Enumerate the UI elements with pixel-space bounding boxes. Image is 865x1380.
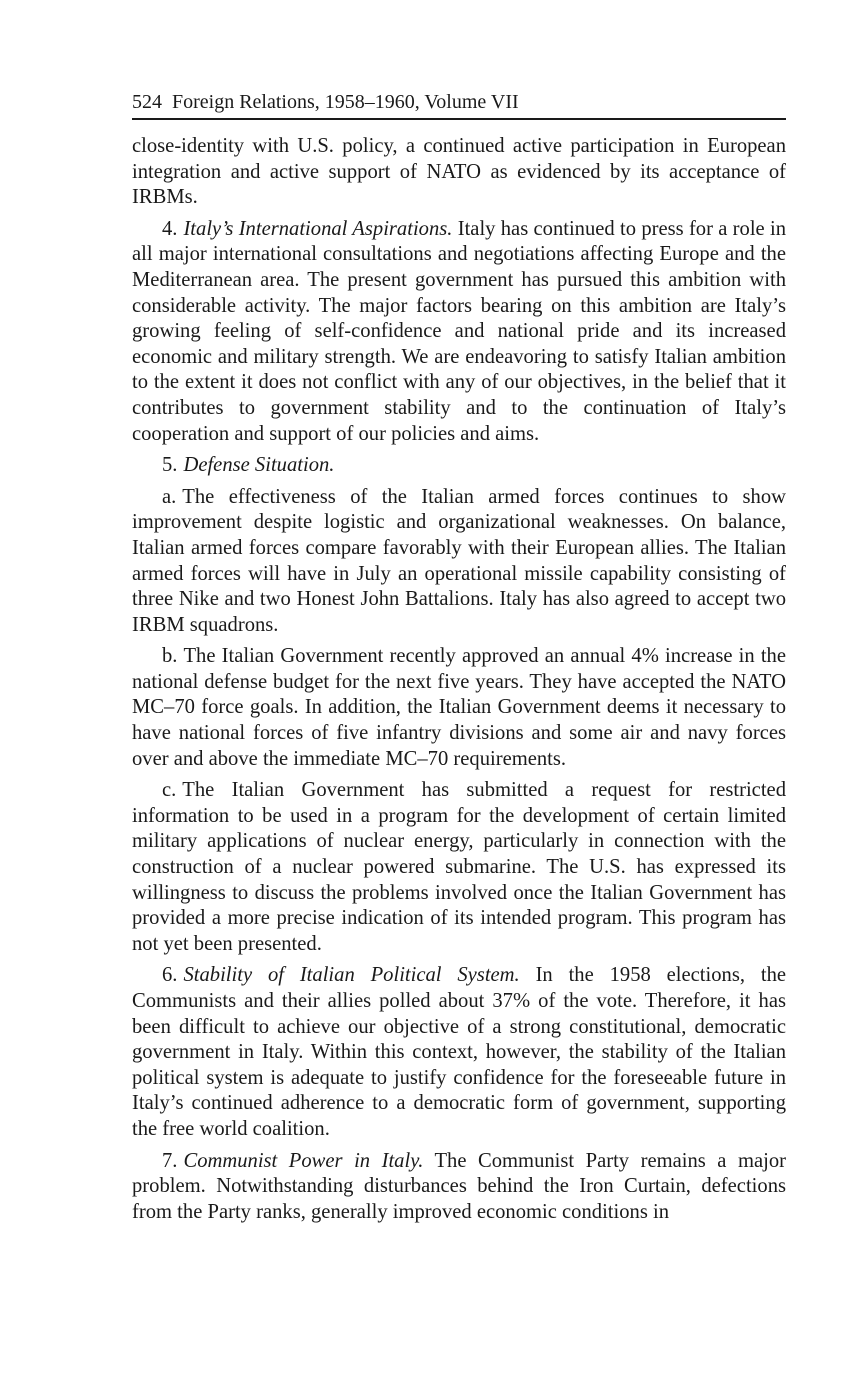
paragraph-heading: Communist Power in Italy.: [183, 1149, 424, 1172]
body-text: [132, 134, 786, 1225]
paragraph-5a: [132, 485, 786, 639]
paragraph-continuation: [132, 134, 786, 211]
paragraph-text: The Italian Government recently approved an annual 4% increase in the national defense budget for the next five years. They have accepted the NATO MC–70 force goals. In addition, the Italian Government deems it necessary to have national forces of five infantry divisions and some air and navy forces over and above the immediate MC–70 requirements.: [132, 645, 786, 770]
paragraph-number: 5.: [162, 454, 178, 477]
paragraph-text: The Communist Party remains a major problem. Notwithstanding disturbances behind the Iron Curtain, defections from the Party ranks, generally improved economic conditions in: [132, 1149, 786, 1223]
paragraph-4: [132, 217, 786, 447]
paragraph-number: c.: [162, 779, 177, 802]
paragraph-5c: [132, 778, 786, 957]
paragraph-7: [132, 1149, 786, 1226]
paragraph-heading: Stability of Italian Political System.: [183, 964, 520, 987]
paragraph-5b: [132, 644, 786, 772]
page-number: 524: [132, 91, 162, 113]
paragraph-text: The Italian Government has submitted a request for restricted information to be used in a program for the development of certain limited military applications of nuclear energy, particularly in connection with the construction of a nuclear powered submarine. The U.S. has expressed its willingness to discuss the problems involved once the Italian Government has provided a more precise indication of its intended program. This program has not yet been presented.: [132, 779, 786, 955]
paragraph-number: b.: [162, 645, 178, 668]
paragraph-text: close-identity with U.S. policy, a continued active participation in European integration and active support of NATO as evidenced by its acceptance of IRBMs.: [132, 135, 786, 209]
paragraph-number: 4.: [162, 217, 178, 240]
document-page: [132, 88, 786, 1231]
paragraph-text: Italy has continued to press for a role in all major international consultations and negotiations affecting Europe and the Mediterranean area. The present government has pursued this ambition with considerable activity. The major factors bearing on this ambition are Italy’s growing feeling of self-confidence and national pride and its increased economic and military strength. We are endeavoring to satisfy Italian ambition to the extent it does not conflict with any of our objectives, in the belief that it contributes to government stability and to the continuation of Italy’s cooperation and support of our policies and aims.: [132, 217, 787, 445]
paragraph-5: [132, 453, 786, 479]
paragraph-text: In the 1958 elections, the Communists and their allies polled about 37% of the vote. Therefore, it has been difficult to achieve our objective of a strong constitutional, democratic government in Italy. Within this context, however, the stability of the Italian political system is adequate to justify confidence for the foreseeable future in Italy’s continued adherence to a democratic form of government, supporting the free world coalition.: [132, 964, 787, 1140]
paragraph-number: 7.: [162, 1149, 178, 1172]
volume-title: Foreign Relations, 1958–1960, Volume VII: [172, 91, 519, 113]
paragraph-heading: Italy’s International Aspirations.: [183, 217, 453, 240]
paragraph-heading: Defense Situation.: [183, 454, 335, 477]
paragraph-number: 6.: [162, 964, 178, 987]
paragraph-text: The effectiveness of the Italian armed forces continues to show improvement despite logistic and organizational weaknesses. On balance, Italian armed forces compare favorably with their European allies. The Italian armed forces will have in July an operational missile capability consisting of three Nike and two Honest John Battalions. Italy has also agreed to accept two IRBM squadrons.: [132, 485, 786, 636]
paragraph-number: a.: [162, 485, 177, 508]
running-header: [132, 88, 786, 120]
paragraph-6: [132, 963, 786, 1142]
